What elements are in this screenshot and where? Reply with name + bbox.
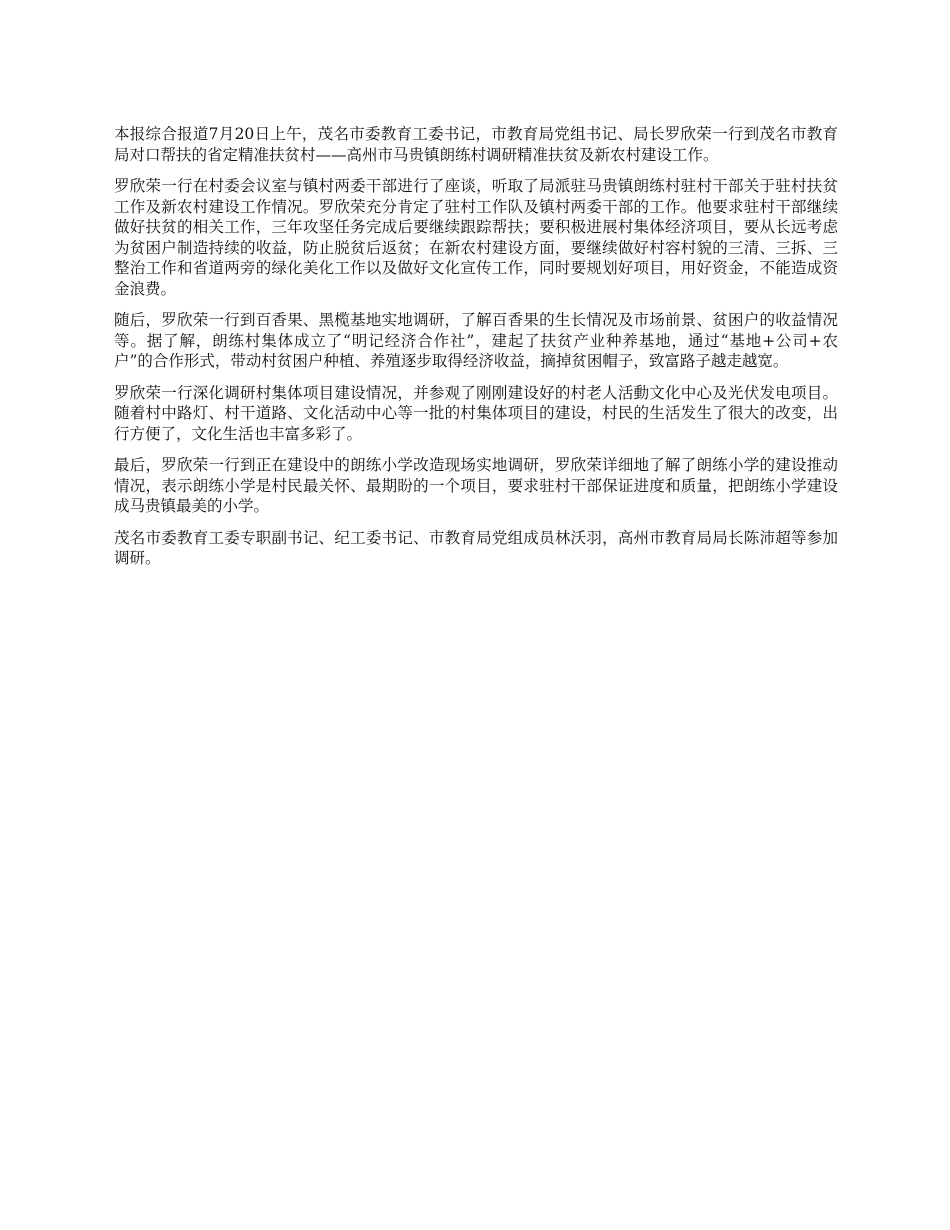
paragraph-1: 本报综合报道7月20日上午，茂名市委教育工委书记，市教育局党组书记、局长罗欣荣一行到茂名市教育局对口帮扶的省定精准扶贫村——高州市马贵镇朗练村调研精准扶贫及新农村建设工作。 bbox=[114, 125, 838, 164]
paragraph-5: 最后，罗欣荣一行到正在建设中的朗练小学改造现场实地调研，罗欣荣详细地了解了朗练小学的建设推动情况，表示朗练小学是村民最关怀、最期盼的一个项目，要求驻村干部保证进度和质量，把朗练小学建设成马贵镇最美的小学。 bbox=[114, 456, 838, 515]
paragraph-4: 罗欣荣一行深化调研村集体项目建设情况，并参观了刚刚建设好的村老人活動文化中心及光伏发电项目。随着村中路灯、村干道路、文化活动中心等一批的村集体项目的建设，村民的生活发生了很大的改变，出行方便了，文化生活也丰富多彩了。 bbox=[114, 383, 838, 443]
article-body bbox=[114, 124, 838, 580]
paragraph-2: 罗欣荣一行在村委会议室与镇村两委干部进行了座谈，听取了局派驻马贵镇朗练村驻村干部关于驻村扶贫工作及新农村建设工作情况。罗欣荣充分肯定了驻村工作队及镇村两委干部的工作。他要求驻村干部继续做好扶贫的相关工作，三年攻坚任务完成后要继续跟踪帮扶；要积极进展村集体经济项目，要从长远考虑为贫困户制造持续的收益，防止脱贫后返贫；在新农村建设方面，要继续做好村容村貌的三清、三拆、三整治工作和省道两旁的绿化美化工作以及做好文化宣传工作，同时要规划好项目，用好资金，不能造成资金浪费。 bbox=[114, 177, 838, 298]
paragraph-6: 茂名市委教育工委专职副书记、纪工委书记、市教育局党组成员林沃羽，高州市教育局局长陈沛超等参加调研。 bbox=[114, 528, 838, 567]
paragraph-3: 随后，罗欣荣一行到百香果、黑榄基地实地调研，了解百香果的生长情况及市场前景、贫困户的收益情况等。据了解，朗练村集体成立了“明记经济合作社”，建起了扶贫产业种养基地，通过“基地+公司+农户”的合作形式，带动村贫困户种植、养殖逐步取得经济收益，摘掉贫困帽子，致富路子越走越宽。 bbox=[114, 311, 838, 370]
